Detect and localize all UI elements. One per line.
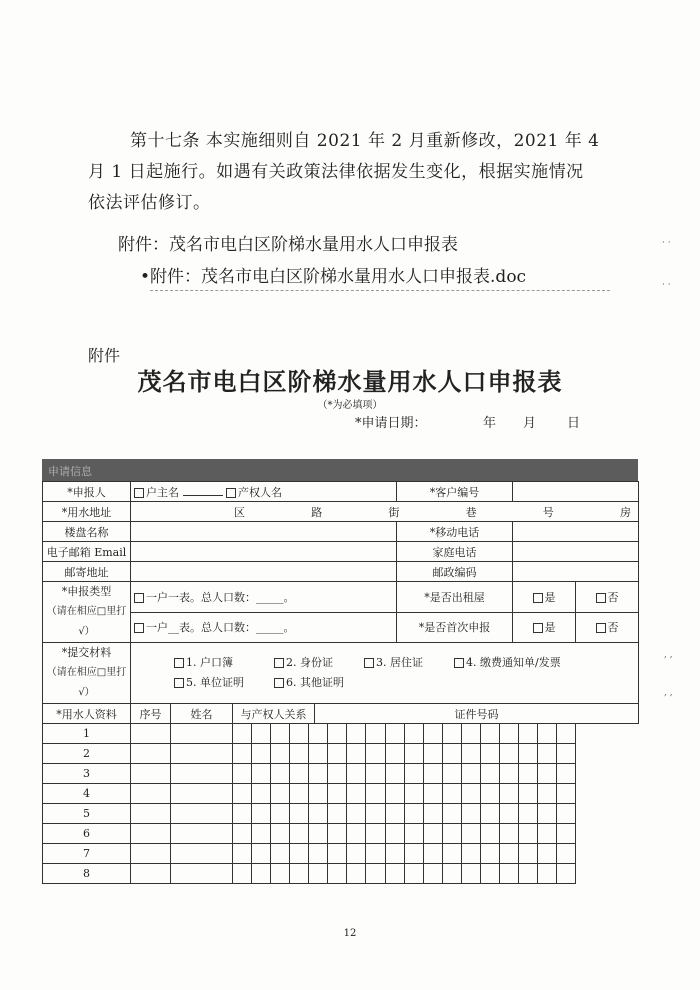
id-digit-cell[interactable] xyxy=(404,844,423,863)
id-digit-cell[interactable] xyxy=(346,784,365,803)
id-digit-cell[interactable] xyxy=(327,784,346,803)
id-digit-cell[interactable] xyxy=(251,864,270,883)
resident-id-field[interactable] xyxy=(233,864,576,884)
type-hint: （请在相应□里打 √） xyxy=(46,606,127,637)
id-digit-cell[interactable] xyxy=(365,764,384,783)
id-digit-cell[interactable] xyxy=(480,784,499,803)
resident-name-field[interactable] xyxy=(131,824,171,844)
mat-5[interactable] xyxy=(174,673,274,693)
mail-address-label: 邮寄地址 xyxy=(43,562,131,582)
id-digit-cell[interactable] xyxy=(270,844,289,863)
id-digit-cell[interactable] xyxy=(537,824,556,843)
resident-seq: 1 xyxy=(43,724,131,744)
id-digit-cell[interactable] xyxy=(346,824,365,843)
id-digit-cell[interactable] xyxy=(251,744,270,763)
materials-hint: （请在相应□里打 √） xyxy=(46,667,127,698)
resident-name-field[interactable] xyxy=(131,804,171,824)
id-digit-cell[interactable] xyxy=(327,724,346,743)
postcode-field[interactable] xyxy=(513,562,639,582)
resident-name-field[interactable] xyxy=(131,784,171,804)
id-digit-cell[interactable] xyxy=(270,824,289,843)
id-digit-cell[interactable] xyxy=(518,784,537,803)
addr-lane: 巷 xyxy=(465,505,477,519)
page-number: 12 xyxy=(343,928,357,939)
resident-name-field[interactable] xyxy=(131,864,171,884)
attachment-line: 附件：茂名市电白区阶梯水量用水人口申报表 xyxy=(118,235,458,255)
id-digit-cell[interactable] xyxy=(270,724,289,743)
col-name-header: 姓名 xyxy=(171,704,233,724)
first-yes-checkbox[interactable] xyxy=(533,623,543,633)
form-title: 茂名市电白区阶梯水量用水人口申报表 xyxy=(137,367,563,396)
resident-name-field[interactable] xyxy=(131,764,171,784)
id-digit-cell[interactable] xyxy=(480,744,499,763)
mat-4-checkbox[interactable] xyxy=(454,658,464,668)
id-digit-grid xyxy=(233,724,575,743)
id-digit-cell[interactable] xyxy=(251,764,270,783)
id-digit-cell[interactable] xyxy=(233,744,251,763)
margin-mark: , , xyxy=(664,650,673,660)
first-apply-label: *是否首次申报 xyxy=(397,612,513,643)
id-digit-cell[interactable] xyxy=(518,824,537,843)
id-digit-cell[interactable] xyxy=(518,744,537,763)
id-digit-cell[interactable] xyxy=(251,804,270,823)
id-digit-cell[interactable] xyxy=(461,864,480,883)
resident-name-field[interactable] xyxy=(131,724,171,744)
resident-relation-field[interactable] xyxy=(171,864,233,884)
id-digit-cell[interactable] xyxy=(365,824,384,843)
id-digit-cell[interactable] xyxy=(327,744,346,763)
col-seq-header: 序号 xyxy=(131,704,171,724)
applicant-options xyxy=(131,482,397,502)
id-digit-cell[interactable] xyxy=(308,804,327,823)
id-digit-cell[interactable] xyxy=(385,784,404,803)
id-digit-cell[interactable] xyxy=(404,784,423,803)
resident-relation-field[interactable] xyxy=(171,844,233,864)
id-digit-cell[interactable] xyxy=(461,744,480,763)
section-header-text: 申请信息 xyxy=(48,465,92,478)
id-digit-cell[interactable] xyxy=(251,724,270,743)
resident-id-field[interactable] xyxy=(233,804,576,824)
id-digit-cell[interactable] xyxy=(461,824,480,843)
id-digit-cell[interactable] xyxy=(289,724,308,743)
id-digit-cell[interactable] xyxy=(385,764,404,783)
id-digit-grid xyxy=(233,864,575,883)
resident-name-field[interactable] xyxy=(131,844,171,864)
id-digit-cell[interactable] xyxy=(518,804,537,823)
id-digit-cell[interactable] xyxy=(385,744,404,763)
email-label: 电子邮箱 Email xyxy=(43,542,131,562)
id-digit-cell[interactable] xyxy=(423,744,442,763)
id-digit-cell[interactable] xyxy=(537,764,556,783)
appendix-label: 附件 xyxy=(88,346,121,365)
resident-row xyxy=(43,764,639,784)
id-digit-cell[interactable] xyxy=(423,804,442,823)
id-digit-grid xyxy=(233,804,575,823)
residents-label: *用水人资料 xyxy=(43,704,131,724)
mat-1-checkbox[interactable] xyxy=(174,658,184,668)
id-digit-cell[interactable] xyxy=(346,764,365,783)
id-digit-cell[interactable] xyxy=(385,824,404,843)
resident-relation-field[interactable] xyxy=(171,824,233,844)
attachment-doc-link[interactable]: •附件：茂名市电白区阶梯水量用水人口申报表.doc xyxy=(140,267,527,287)
id-digit-cell[interactable] xyxy=(308,724,327,743)
mat-6[interactable] xyxy=(274,673,344,693)
type-2-checkbox[interactable] xyxy=(134,623,144,633)
mobile-field[interactable] xyxy=(513,522,639,542)
resident-row xyxy=(43,804,639,824)
customer-no-label: *客户编号 xyxy=(397,482,513,502)
id-digit-cell[interactable] xyxy=(461,804,480,823)
resident-relation-field[interactable] xyxy=(171,764,233,784)
id-digit-cell[interactable] xyxy=(270,744,289,763)
id-digit-cell[interactable] xyxy=(556,784,575,803)
id-digit-cell[interactable] xyxy=(499,744,518,763)
property-owner-checkbox[interactable] xyxy=(226,488,236,498)
id-digit-cell[interactable] xyxy=(365,744,384,763)
first-no-label: 否 xyxy=(607,621,619,635)
id-digit-cell[interactable] xyxy=(233,764,251,783)
customer-no-field[interactable] xyxy=(513,482,639,502)
id-digit-grid xyxy=(233,824,575,843)
id-digit-cell[interactable] xyxy=(404,864,423,883)
type-1-checkbox[interactable] xyxy=(134,593,144,603)
id-digit-cell[interactable] xyxy=(480,864,499,883)
mat-1[interactable] xyxy=(174,653,274,673)
application-form-table xyxy=(42,481,639,884)
id-digit-cell[interactable] xyxy=(537,784,556,803)
id-digit-cell[interactable] xyxy=(423,844,442,863)
addr-street: 街 xyxy=(388,505,400,519)
resident-relation-field[interactable] xyxy=(171,804,233,824)
mat-6-label: 6. 其他证明 xyxy=(286,676,344,689)
rent-no-checkbox[interactable] xyxy=(596,593,606,603)
id-digit-cell[interactable] xyxy=(365,804,384,823)
mat-4-label: 4. 缴费通知单/发票 xyxy=(466,656,561,669)
first-yes[interactable] xyxy=(513,612,576,643)
resident-id-field[interactable] xyxy=(233,824,576,844)
id-digit-cell[interactable] xyxy=(233,844,251,863)
id-digit-cell[interactable] xyxy=(233,804,251,823)
id-digit-cell[interactable] xyxy=(537,724,556,743)
type-option-1[interactable] xyxy=(131,582,397,613)
id-digit-cell[interactable] xyxy=(233,864,251,883)
date-label: *申请日期： xyxy=(355,416,427,431)
id-digit-cell[interactable] xyxy=(461,764,480,783)
id-digit-cell[interactable] xyxy=(480,724,499,743)
id-digit-cell[interactable] xyxy=(346,744,365,763)
required-note: （*为必填项） xyxy=(317,400,383,411)
id-digit-cell[interactable] xyxy=(233,824,251,843)
id-digit-cell[interactable] xyxy=(404,724,423,743)
id-digit-cell[interactable] xyxy=(289,744,308,763)
id-digit-cell[interactable] xyxy=(537,864,556,883)
id-digit-cell[interactable] xyxy=(442,864,461,883)
addr-room: 房 xyxy=(619,505,631,519)
id-digit-cell[interactable] xyxy=(385,844,404,863)
id-digit-cell[interactable] xyxy=(423,784,442,803)
id-digit-cell[interactable] xyxy=(537,744,556,763)
materials-options xyxy=(131,643,639,704)
owner-option: 户主名 xyxy=(146,485,179,499)
id-digit-cell[interactable] xyxy=(461,844,480,863)
resident-seq: 6 xyxy=(43,824,131,844)
first-no-checkbox[interactable] xyxy=(596,623,606,633)
type-option-2[interactable] xyxy=(131,612,397,643)
id-digit-cell[interactable] xyxy=(270,764,289,783)
id-digit-cell[interactable] xyxy=(346,724,365,743)
id-digit-cell[interactable] xyxy=(346,844,365,863)
rent-no[interactable] xyxy=(576,582,639,613)
resident-name-field[interactable] xyxy=(131,744,171,764)
resident-seq: 2 xyxy=(43,744,131,764)
owner-checkbox[interactable] xyxy=(134,488,144,498)
id-digit-cell[interactable] xyxy=(442,724,461,743)
month-label: 月 xyxy=(523,416,537,431)
resident-id-field[interactable] xyxy=(233,724,576,744)
id-digit-cell[interactable] xyxy=(556,844,575,863)
id-digit-grid xyxy=(233,764,575,783)
id-digit-cell[interactable] xyxy=(499,764,518,783)
address-label: *用水地址 xyxy=(43,502,131,522)
id-digit-cell[interactable] xyxy=(289,824,308,843)
addr-district: 区 xyxy=(234,505,245,519)
id-digit-cell[interactable] xyxy=(461,724,480,743)
property-owner-option: 产权人名 xyxy=(238,485,282,499)
addr-road: 路 xyxy=(311,505,323,519)
id-digit-cell[interactable] xyxy=(480,764,499,783)
id-digit-cell[interactable] xyxy=(442,844,461,863)
id-digit-cell[interactable] xyxy=(423,764,442,783)
resident-seq: 5 xyxy=(43,804,131,824)
day-label: 日 xyxy=(567,416,581,431)
resident-seq: 4 xyxy=(43,784,131,804)
mat-2-checkbox[interactable] xyxy=(274,658,284,668)
mat-2[interactable] xyxy=(274,653,364,673)
id-digit-cell[interactable] xyxy=(289,844,308,863)
id-digit-cell[interactable] xyxy=(308,864,327,883)
id-digit-cell[interactable] xyxy=(308,744,327,763)
id-digit-cell[interactable] xyxy=(499,824,518,843)
address-field[interactable] xyxy=(131,502,639,522)
id-digit-cell[interactable] xyxy=(499,844,518,863)
type-option-1-text: 一户一表。总人口数：_____。 xyxy=(146,590,295,604)
margin-mark: · · xyxy=(662,238,671,248)
id-digit-cell[interactable] xyxy=(404,744,423,763)
applicant-label: *申报人 xyxy=(43,482,131,502)
resident-row xyxy=(43,864,639,884)
id-digit-cell[interactable] xyxy=(556,804,575,823)
id-digit-cell[interactable] xyxy=(308,824,327,843)
id-digit-cell[interactable] xyxy=(518,764,537,783)
id-digit-cell[interactable] xyxy=(556,764,575,783)
body-line-2: 月 1 日起施行。如遇有关政策法律依据发生变化，根据实施情况 xyxy=(88,162,584,182)
type-label: *申报类型 xyxy=(61,585,112,598)
id-digit-cell[interactable] xyxy=(251,784,270,803)
resident-id-field[interactable] xyxy=(233,744,576,764)
id-digit-cell[interactable] xyxy=(327,864,346,883)
id-digit-cell[interactable] xyxy=(518,864,537,883)
id-digit-cell[interactable] xyxy=(518,844,537,863)
id-digit-cell[interactable] xyxy=(233,724,251,743)
margin-mark: · · xyxy=(662,280,671,290)
id-digit-grid xyxy=(233,844,575,863)
id-digit-cell[interactable] xyxy=(289,784,308,803)
id-digit-cell[interactable] xyxy=(480,844,499,863)
mat-3-checkbox[interactable] xyxy=(364,658,374,668)
id-digit-cell[interactable] xyxy=(480,824,499,843)
resident-id-field[interactable] xyxy=(233,784,576,804)
margin-mark: , , xyxy=(664,688,673,698)
mat-1-label: 1. 户口簿 xyxy=(186,656,233,669)
id-digit-cell[interactable] xyxy=(327,844,346,863)
id-digit-cell[interactable] xyxy=(346,864,365,883)
id-digit-cell[interactable] xyxy=(423,724,442,743)
type-label-cell xyxy=(43,582,131,643)
id-digit-cell[interactable] xyxy=(233,784,251,803)
id-digit-cell[interactable] xyxy=(289,804,308,823)
id-digit-cell[interactable] xyxy=(346,804,365,823)
id-digit-cell[interactable] xyxy=(385,724,404,743)
rent-yes-label: 是 xyxy=(544,590,556,604)
mat-6-checkbox[interactable] xyxy=(274,678,284,688)
id-digit-cell[interactable] xyxy=(518,724,537,743)
id-digit-cell[interactable] xyxy=(480,804,499,823)
col-relation-header: 与产权人关系 xyxy=(233,704,315,724)
id-digit-cell[interactable] xyxy=(270,804,289,823)
resident-id-field[interactable] xyxy=(233,764,576,784)
id-digit-cell[interactable] xyxy=(461,784,480,803)
id-digit-cell[interactable] xyxy=(556,864,575,883)
id-digit-cell[interactable] xyxy=(289,864,308,883)
id-digit-grid xyxy=(233,784,575,803)
id-digit-cell[interactable] xyxy=(251,824,270,843)
id-digit-cell[interactable] xyxy=(404,824,423,843)
resident-rows xyxy=(43,724,639,884)
id-digit-cell[interactable] xyxy=(327,824,346,843)
id-digit-cell[interactable] xyxy=(251,844,270,863)
id-digit-cell[interactable] xyxy=(308,784,327,803)
id-digit-cell[interactable] xyxy=(327,804,346,823)
mat-5-label: 5. 单位证明 xyxy=(186,676,244,689)
id-digit-cell[interactable] xyxy=(308,844,327,863)
resident-row xyxy=(43,724,639,744)
id-digit-cell[interactable] xyxy=(327,764,346,783)
body-line-1: 第十七条 本实施细则自 2021 年 2 月重新修改，2021 年 4 xyxy=(130,131,600,151)
postcode-label: 邮政编码 xyxy=(397,562,513,582)
mail-address-field[interactable] xyxy=(131,562,397,582)
email-field[interactable] xyxy=(131,542,397,562)
id-digit-cell[interactable] xyxy=(404,764,423,783)
type-option-2-text: 一户__表。总人口数：_____。 xyxy=(146,621,295,635)
id-digit-cell[interactable] xyxy=(556,744,575,763)
mat-3[interactable] xyxy=(364,653,454,673)
resident-seq: 3 xyxy=(43,764,131,784)
id-digit-grid xyxy=(233,744,575,763)
id-digit-cell[interactable] xyxy=(556,724,575,743)
id-digit-cell[interactable] xyxy=(499,724,518,743)
materials-label-cell xyxy=(43,643,131,704)
id-digit-cell[interactable] xyxy=(423,824,442,843)
id-digit-cell[interactable] xyxy=(365,864,384,883)
resident-row xyxy=(43,784,639,804)
id-digit-cell[interactable] xyxy=(442,764,461,783)
id-digit-cell[interactable] xyxy=(499,864,518,883)
id-digit-cell[interactable] xyxy=(537,844,556,863)
resident-relation-field[interactable] xyxy=(171,744,233,764)
mat-3-label: 3. 居住证 xyxy=(376,656,423,669)
id-digit-cell[interactable] xyxy=(385,864,404,883)
resident-row xyxy=(43,824,639,844)
resident-relation-field[interactable] xyxy=(171,724,233,744)
id-digit-cell[interactable] xyxy=(365,724,384,743)
id-digit-cell[interactable] xyxy=(404,804,423,823)
id-digit-cell[interactable] xyxy=(442,784,461,803)
home-phone-label: 家庭电话 xyxy=(397,542,513,562)
id-digit-cell[interactable] xyxy=(270,864,289,883)
id-digit-cell[interactable] xyxy=(423,864,442,883)
rent-no-label: 否 xyxy=(607,590,619,604)
id-digit-cell[interactable] xyxy=(385,804,404,823)
resident-row xyxy=(43,744,639,764)
rent-label: *是否出租屋 xyxy=(397,582,513,613)
mat-4[interactable] xyxy=(454,653,561,673)
first-yes-label: 是 xyxy=(544,621,556,635)
dashed-divider xyxy=(150,290,610,291)
id-digit-cell[interactable] xyxy=(365,844,384,863)
first-no[interactable] xyxy=(576,612,639,643)
resident-id-field[interactable] xyxy=(233,844,576,864)
id-digit-cell[interactable] xyxy=(442,824,461,843)
rent-yes[interactable] xyxy=(513,582,576,613)
id-digit-cell[interactable] xyxy=(442,804,461,823)
rent-yes-checkbox[interactable] xyxy=(533,593,543,603)
mat-2-label: 2. 身份证 xyxy=(286,656,333,669)
resident-relation-field[interactable] xyxy=(171,784,233,804)
section-header xyxy=(42,459,638,481)
year-label: 年 xyxy=(483,416,497,431)
id-digit-cell[interactable] xyxy=(365,784,384,803)
id-digit-cell[interactable] xyxy=(289,764,308,783)
id-digit-cell[interactable] xyxy=(442,744,461,763)
resident-seq: 7 xyxy=(43,844,131,864)
id-digit-cell[interactable] xyxy=(499,804,518,823)
id-digit-cell[interactable] xyxy=(556,824,575,843)
materials-label: *提交材料 xyxy=(61,646,112,659)
estate-label: 楼盘名称 xyxy=(43,522,131,542)
col-id-header: 证件号码 xyxy=(315,704,639,724)
mat-5-checkbox[interactable] xyxy=(174,678,184,688)
id-digit-cell[interactable] xyxy=(270,784,289,803)
mobile-label: *移动电话 xyxy=(397,522,513,542)
id-digit-cell[interactable] xyxy=(308,764,327,783)
body-line-3: 依法评估修订。 xyxy=(88,193,211,213)
id-digit-cell[interactable] xyxy=(537,804,556,823)
resident-seq: 8 xyxy=(43,864,131,884)
id-digit-cell[interactable] xyxy=(499,784,518,803)
home-phone-field[interactable] xyxy=(513,542,639,562)
resident-row xyxy=(43,844,639,864)
addr-number: 号 xyxy=(542,505,554,519)
estate-field[interactable] xyxy=(131,522,397,542)
